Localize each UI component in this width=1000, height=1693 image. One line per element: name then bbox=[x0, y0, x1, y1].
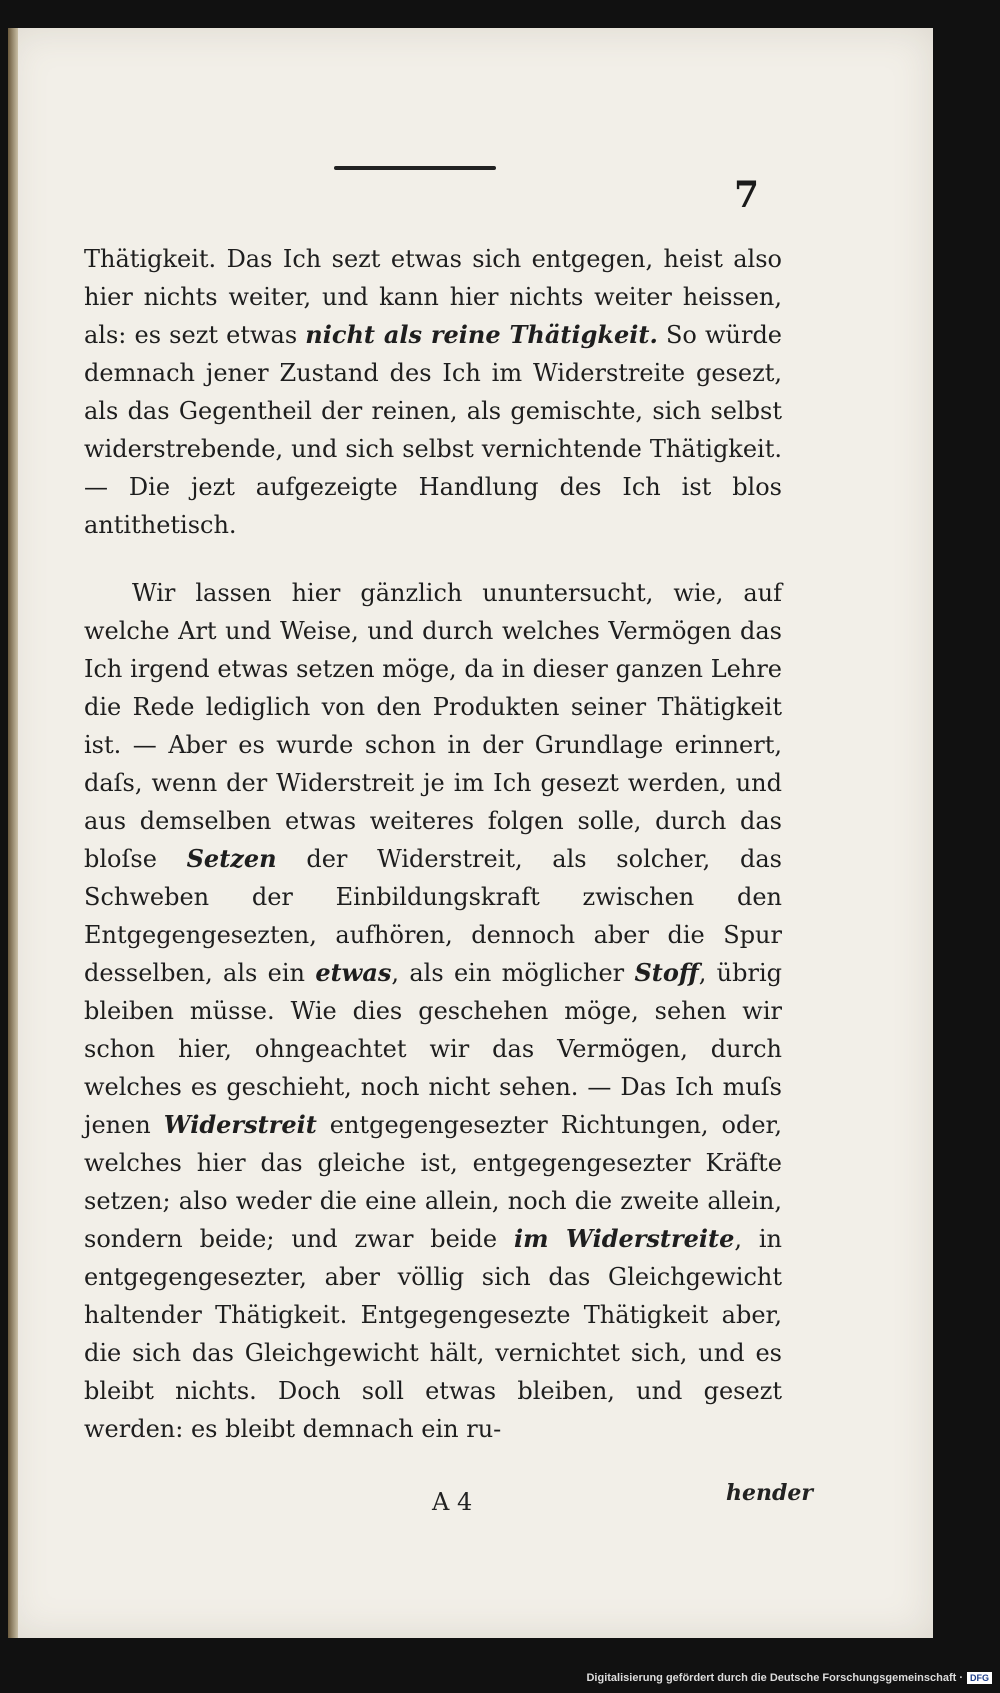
page-number: 7 bbox=[734, 174, 760, 216]
paragraph bbox=[84, 574, 782, 1448]
catchword: hender bbox=[726, 1480, 813, 1506]
page-spine-edge bbox=[8, 28, 18, 1638]
text-run: , übrig bleiben müsse. Wie dies geschehen möge, sehen wir schon hier, ohngeachtet wir das Vermögen, durch welches es geschieht, noch nicht sehen. — Das Ich muſs jenen bbox=[84, 959, 782, 1139]
text-run: Wir lassen hier gänzlich ununtersucht, wie, auf welche Art und Weise, und durch welches Vermögen das Ich irgend etwas setzen möge, da in dieser ganzen Lehre die Rede lediglich von den Produkten seiner Thätigkeit ist. — Aber es wurde schon in der Grundlage erinnert, daſs, wenn der Widerstreit je im Ich gesezt werden, und aus demselben etwas weiteres folgen solle, durch das bloſse bbox=[84, 579, 782, 873]
text-run: So würde demnach jener Zustand des Ich im Widerstreite gesezt, als das Gegentheil der reinen, als gemischte, sich selbst widerstrebende, und sich selbst vernichtende Thätigkeit. — Die jezt aufgezeigte Handlung des Ich ist blos antithetisch. bbox=[84, 321, 783, 539]
book-page bbox=[8, 28, 933, 1638]
emphasized-text: etwas bbox=[315, 958, 392, 987]
text-body bbox=[84, 240, 782, 1448]
dfg-logo-icon: DFG bbox=[967, 1672, 992, 1684]
emphasized-text: Widerstreit bbox=[163, 1110, 317, 1139]
text-run: Thätigkeit. Das Ich sezt etwas sich entgegen, heist also hier nichts weiter, und kann hier nichts weiter heissen, als: es sezt etwas bbox=[84, 245, 782, 349]
emphasized-text: im Widerstreite bbox=[513, 1224, 735, 1253]
text-run: entgegengesezter Richtungen, oder, welches hier das gleiche ist, entgegengesezter Kräfte setzen; also weder die eine allein, noch die zweite allein, sondern beide; und zwar beide bbox=[84, 1111, 782, 1253]
emphasized-text: Setzen bbox=[186, 844, 277, 873]
footer-credit bbox=[586, 1672, 992, 1684]
emphasized-text: nicht als reine Thätigkeit. bbox=[305, 320, 658, 349]
signature-mark: A 4 bbox=[432, 1488, 473, 1516]
text-run: , in entgegengesezter, aber völlig sich das Gleichgewicht haltender Thätigkeit. Entgegengesezte Thätigkeit aber, die sich das Gleichgewicht hält, vernichtet sich, und es bleibt nichts. Doch soll etwas bleiben, und gesezt werden: es bleibt demnach ein ru- bbox=[84, 1225, 783, 1443]
emphasized-text: Stoff bbox=[634, 958, 699, 987]
paragraph bbox=[84, 240, 782, 544]
text-run: , als ein möglicher bbox=[391, 959, 635, 987]
header-rule bbox=[334, 166, 496, 170]
footer-credit-text: Digitalisierung gefördert durch die Deutsche Forschungsgemeinschaft · bbox=[586, 1672, 963, 1684]
text-run: der Widerstreit, als solcher, das Schweben der Einbildungskraft zwischen den Entgegengesezten, aufhören, dennoch aber die Spur desselben, als ein bbox=[84, 845, 782, 987]
